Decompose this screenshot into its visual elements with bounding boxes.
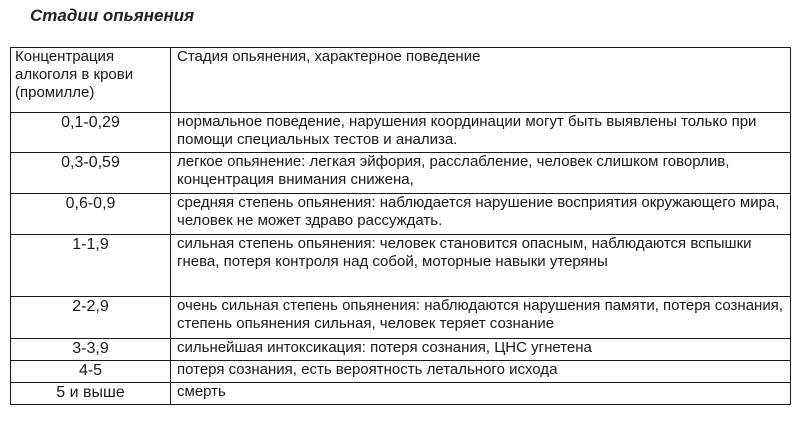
description-cell: нормальное поведение, нарушения координации могут быть выявлены только при помощи специальных тестов и анализа. xyxy=(171,113,791,153)
table-row xyxy=(11,113,791,153)
intoxication-stages-table xyxy=(10,47,791,405)
description-cell: сильнейшая интоксикация: потеря сознания, ЦНС угнетена xyxy=(171,339,791,361)
table-header-row xyxy=(11,48,791,113)
description-cell: сильная степень опьянения: человек становится опасным, наблюдаются вспышки гнева, потеря контроля над собой, моторные навыки утеряны xyxy=(171,235,791,297)
concentration-cell: 2-2,9 xyxy=(11,297,171,339)
concentration-cell: 1-1,9 xyxy=(11,235,171,297)
description-cell: потеря сознания, есть вероятность летального исхода xyxy=(171,361,791,383)
page-title: Стадии опьянения xyxy=(30,6,195,25)
header-concentration: Концентрация алкоголя в крови (промилле) xyxy=(11,48,171,113)
table-row xyxy=(11,235,791,297)
table-row xyxy=(11,339,791,361)
concentration-cell: 0,3-0,59 xyxy=(11,153,171,194)
table-row xyxy=(11,383,791,405)
table-row xyxy=(11,153,791,194)
table-row xyxy=(11,297,791,339)
concentration-cell: 5 и выше xyxy=(11,383,171,405)
description-cell: очень сильная степень опьянения: наблюдаются нарушения памяти, потеря сознания, степень опьянения сильная, человек теряет сознание xyxy=(171,297,791,339)
concentration-cell: 4-5 xyxy=(11,361,171,383)
concentration-cell: 0,1-0,29 xyxy=(11,113,171,153)
description-cell: легкое опьянение: легкая эйфория, расслабление, человек слишком говорлив, концентрация внимания снижена, xyxy=(171,153,791,194)
header-description: Стадия опьянения, характерное поведение xyxy=(171,48,791,113)
description-cell: смерть xyxy=(171,383,791,405)
table-row xyxy=(11,361,791,383)
concentration-cell: 0,6-0,9 xyxy=(11,194,171,235)
concentration-cell: 3-3,9 xyxy=(11,339,171,361)
description-cell: средняя степень опьянения: наблюдается нарушение восприятия окружающего мира, человек не может здраво рассуждать. xyxy=(171,194,791,235)
table-row xyxy=(11,194,791,235)
